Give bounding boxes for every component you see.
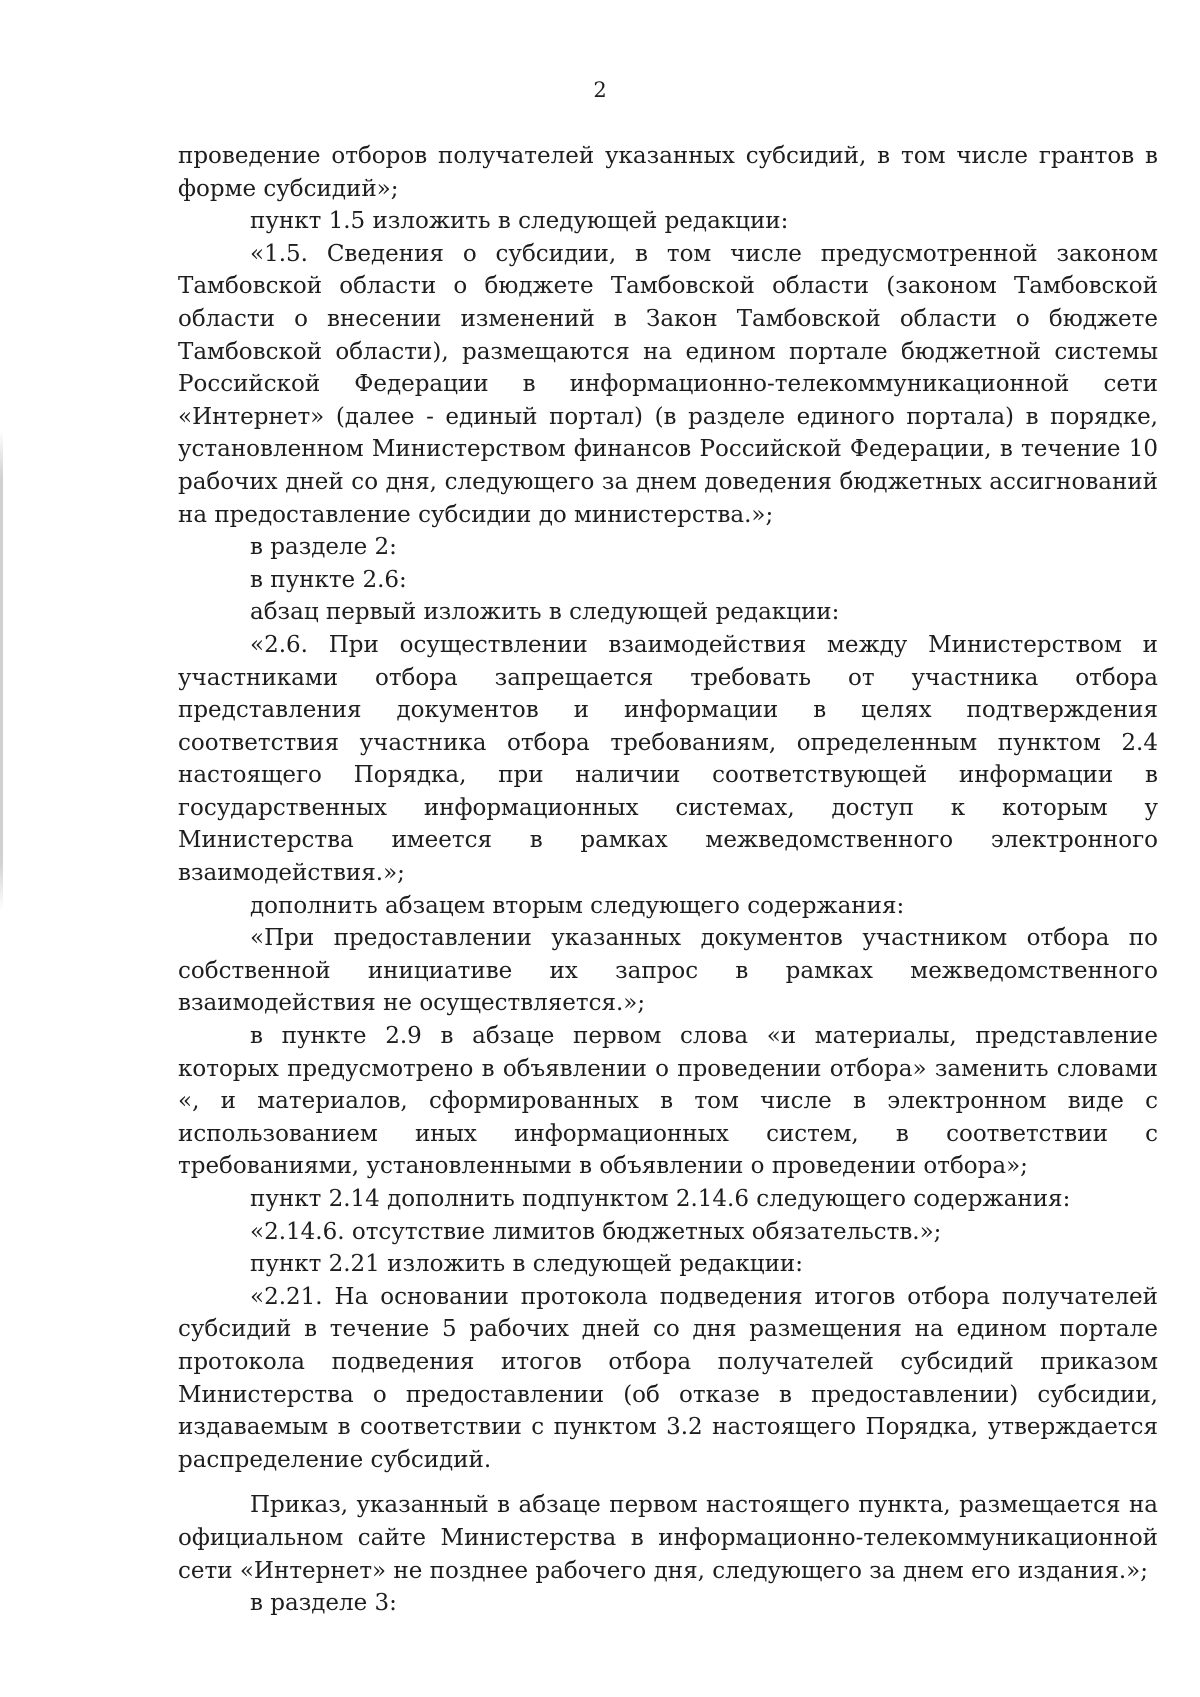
paragraph: пункт 1.5 изложить в следующей редакции: xyxy=(250,208,789,235)
paragraph: в разделе 2: xyxy=(250,534,397,561)
paragraph: в пункте 2.9 в абзаце первом слова «и материалы, представление которых предусмотрено в объявлении о проведении отбора» заменить словами «, и материалов, сформированных в том числе в электронном виде с использованием иных информационных систем, в соответствии с требованиями, установленными в объявлении о проведении отбора»; xyxy=(178,1023,1158,1180)
paragraph: пункт 2.14 дополнить подпунктом 2.14.6 следующего содержания: xyxy=(250,1186,1071,1212)
paragraph: в пункте 2.6: xyxy=(250,566,407,593)
paragraph: «2.6. При осуществлении взаимодействия между Министерством и участниками отбора запрещается требовать от участника отбора представления документов и информации в целях подтверждения соответствия участника отбора требованиям, определенным пунктом 2.4 настоящего Порядка, при наличии соответствующей информации в государственных информационных системах, доступ к которым у Министерства имеется в рамках межведомственного электронного взаимодействия.»; xyxy=(178,631,1158,887)
paragraph: «1.5. Сведения о субсидии, в том числе предусмотренной законом Тамбовской области о бюджете Тамбовской области (законом Тамбовской области о внесении изменений в Закон Тамбовской области о бюджете Тамбовской области), размещаются на едином портале бюджетной системы Российской Федерации в информационно-телекоммуникационной сети «Интернет» (далее - единый портал) (в разделе единого портала) в порядке, установленном Министерством финансов Российской Федерации, в течение 10 рабочих дней со дня, следующего за днем доведения бюджетных ассигнований на предоставление субсидии до министерства.»; xyxy=(178,240,1158,528)
paragraph: «При предоставлении указанных документов участником отбора по собственной инициативе их запрос в рамках межведомственного взаимодействия не осуществляется.»; xyxy=(178,925,1158,1017)
scan-edge-shadow xyxy=(0,430,3,910)
paragraph: абзац первый изложить в следующей редакции: xyxy=(250,599,840,626)
paragraph: «2.14.6. отсутствие лимитов бюджетных обязательств.»; xyxy=(250,1218,942,1245)
paragraph: в разделе 3: xyxy=(250,1590,397,1617)
page-number: 2 xyxy=(593,78,607,102)
paragraph: «2.21. На основании протокола подведения итогов отбора получателей субсидий в течение 5 рабочих дней со дня размещения на едином портале протокола подведения итогов отбора получателей субсидий приказом Министерства о предоставлении (об отказе в предоставлении) субсидии, издаваемым в соответствии с пунктом 3.2 настоящего Порядка, утверждается распределение субсидий. xyxy=(178,1283,1158,1473)
paragraph: проведение отборов получателей указанных субсидий, в том числе грантов в форме субсидий»; xyxy=(178,143,1158,202)
document-body xyxy=(178,140,1158,1620)
paragraph: дополнить абзацем вторым следующего содержания: xyxy=(250,892,905,919)
paragraph: пункт 2.21 изложить в следующей редакции: xyxy=(250,1251,803,1278)
paragraph: Приказ, указанный в абзаце первом настоящего пункта, размещается на официальном сайте Министерства в информационно-телекоммуникационной сети «Интернет» не позднее рабочего дня, следующего за днем его издания.»; xyxy=(178,1492,1158,1584)
